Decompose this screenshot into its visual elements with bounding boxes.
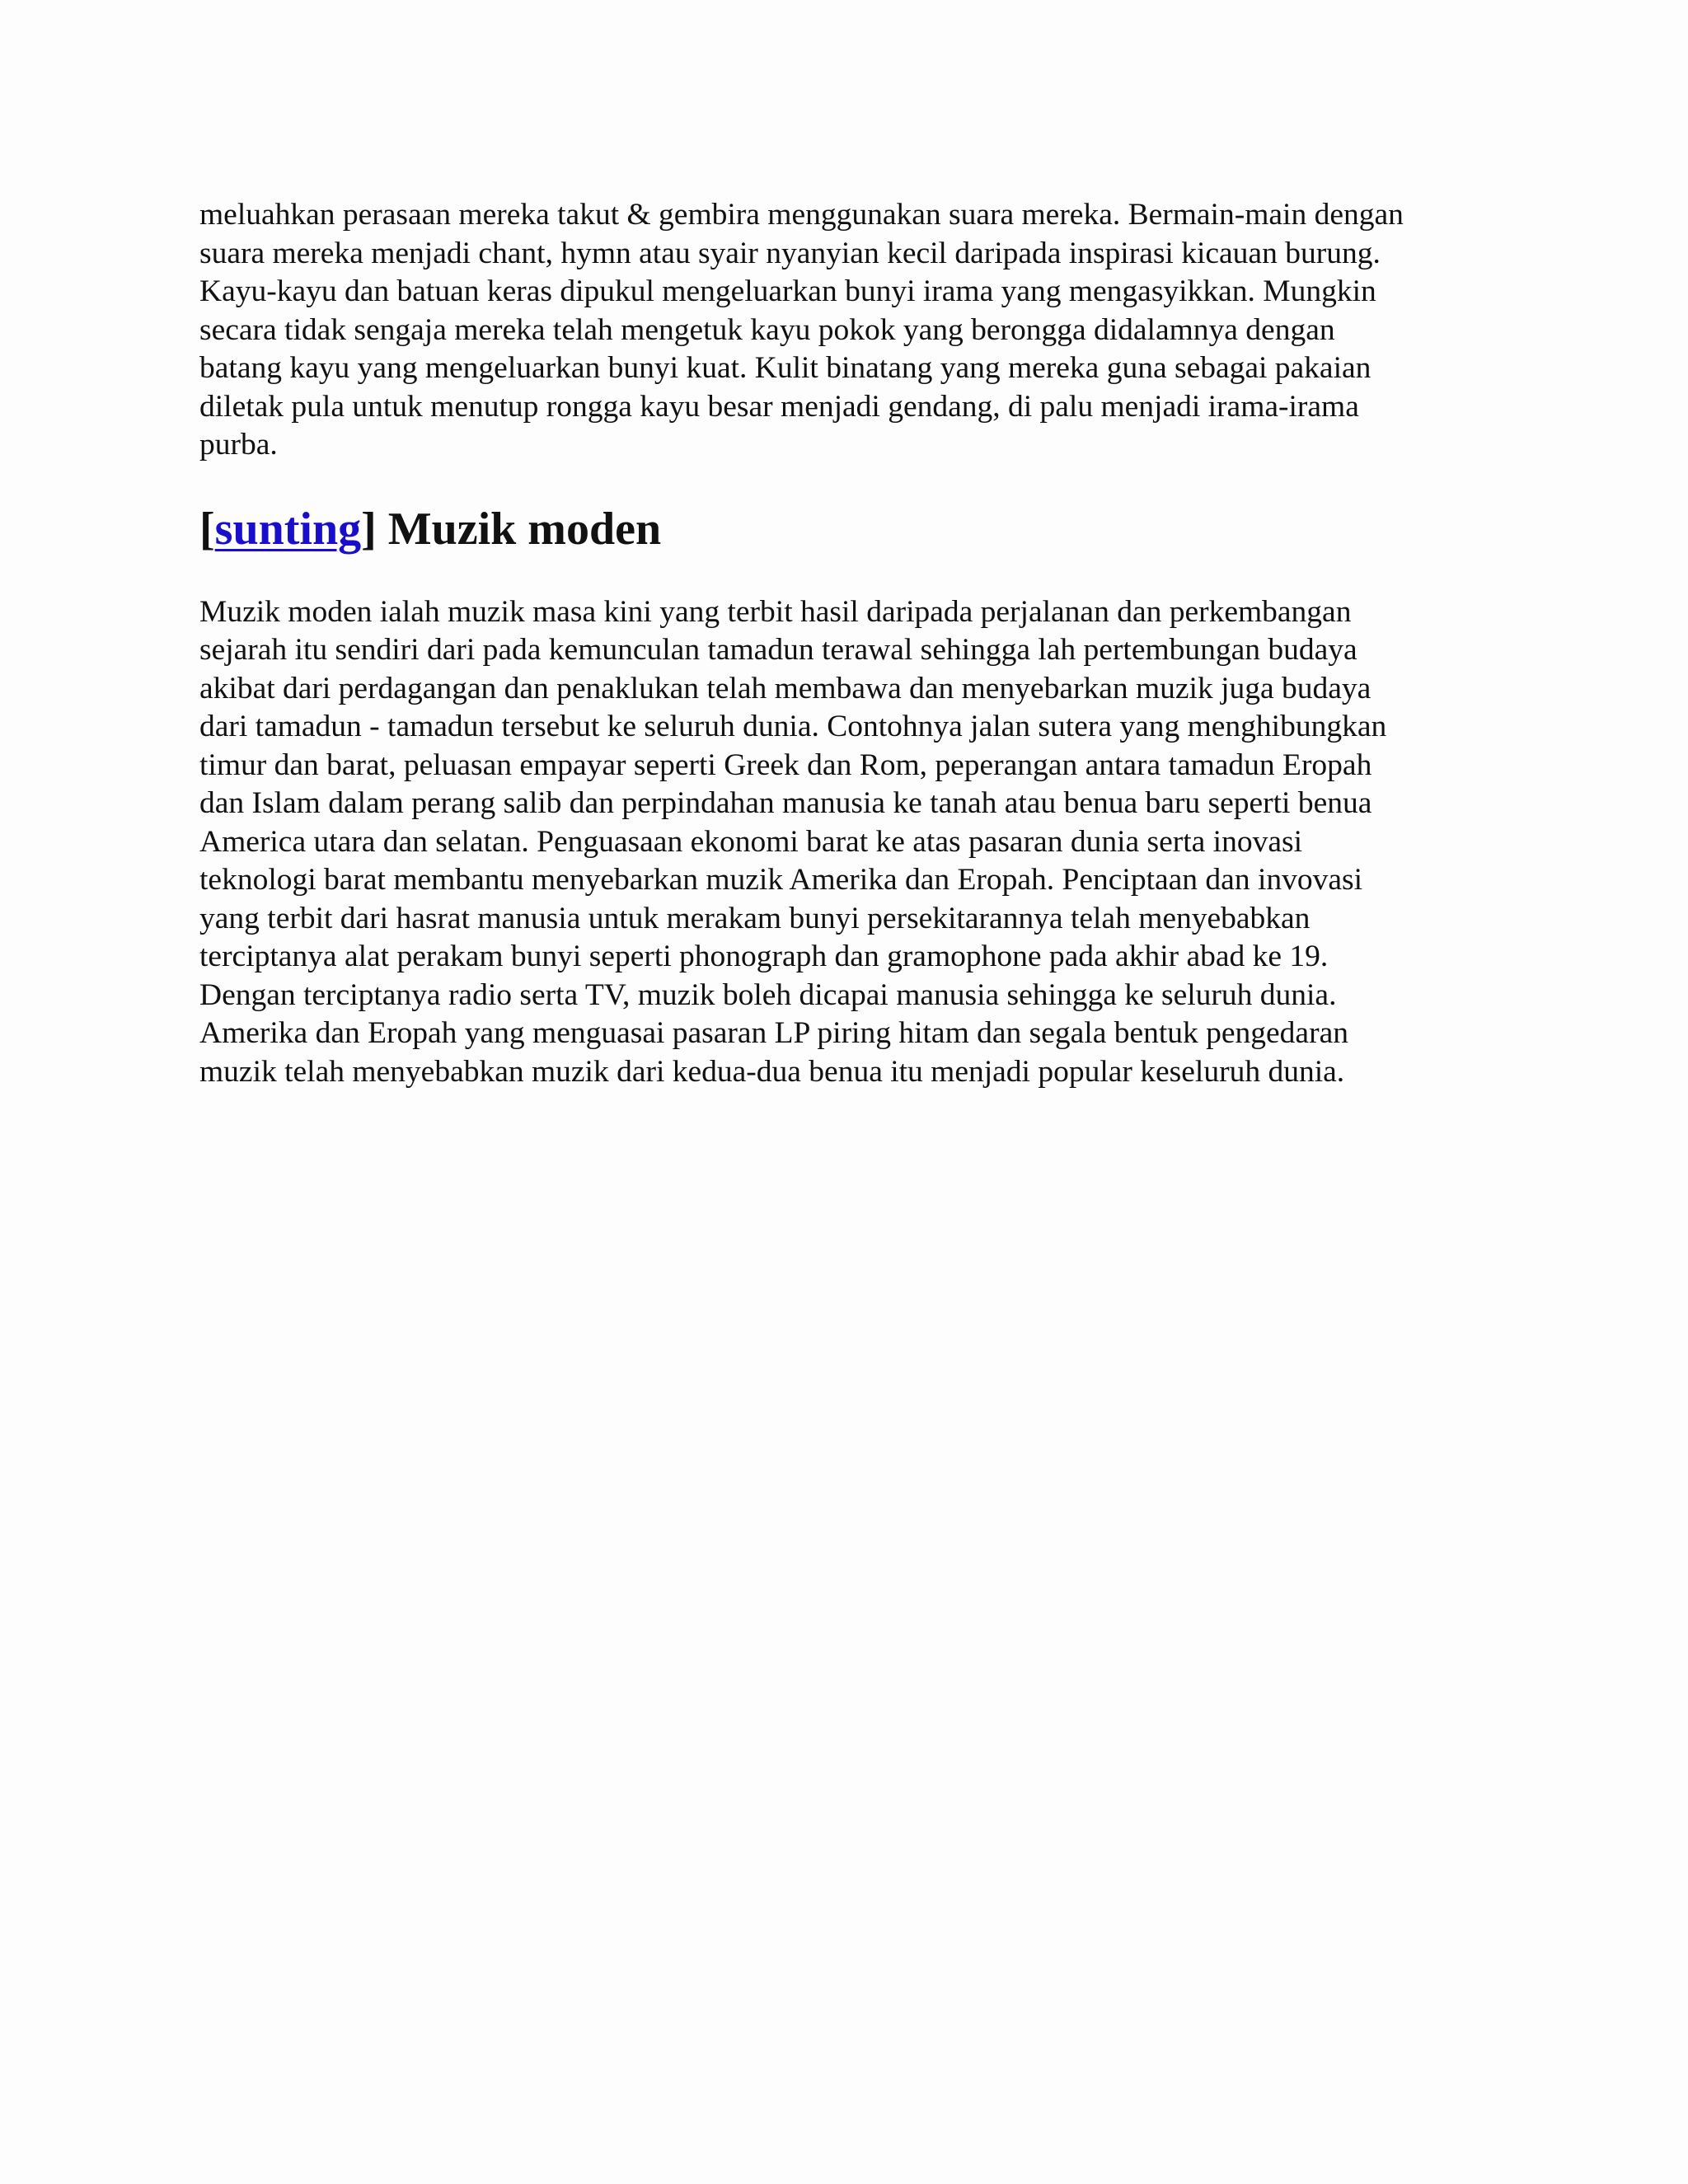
text-line: teknologi barat membantu menyebarkan muzik Amerika dan Eropah. Penciptaan dan invovasi	[199, 863, 1363, 897]
text-line: terciptanya alat perakam bunyi seperti phonograph dan gramophone pada akhir abad ke 19.	[199, 940, 1329, 973]
document-page	[199, 196, 1518, 1091]
section-title: Muzik moden	[376, 503, 662, 555]
text-line: Dengan terciptanya radio serta TV, muzik boleh dicapai manusia sehingga ke seluruh dunia.	[199, 977, 1337, 1012]
text-line: suara mereka menjadi chant, hymn atau syair nyanyian kecil daripada inspirasi kicauan burung.	[199, 236, 1381, 270]
text-line: sejarah itu sendiri dari pada kemunculan tamadun terawal sehingga lah pertembungan budaya	[199, 633, 1357, 667]
text-line: dan Islam dalam perang salib dan perpindahan manusia ke tanah atau benua baru seperti benua	[199, 786, 1372, 820]
text-line: batang kayu yang mengeluarkan bunyi kuat. Kulit binatang yang mereka guna sebagai pakaian	[199, 351, 1372, 385]
text-line: secara tidak sengaja mereka telah mengetuk kayu pokok yang berongga didalamnya dengan	[199, 312, 1335, 347]
text-line: America utara dan selatan. Penguasaan ekonomi barat ke atas pasaran dunia serta inovasi	[199, 824, 1303, 859]
bracket-close: ]	[361, 503, 377, 555]
bracket-open: [	[199, 503, 215, 555]
text-line: Muzik moden ialah muzik masa kini yang terbit hasil daripada perjalanan dan perkembangan	[199, 594, 1352, 629]
text-line: meluahkan perasaan mereka takut & gembira menggunakan suara mereka. Bermain-main dengan	[199, 198, 1404, 232]
text-line: muzik telah menyebabkan muzik dari kedua-dua benua itu menjadi popular keseluruh dunia.	[199, 1054, 1345, 1089]
text-line: Amerika dan Eropah yang menguasai pasaran LP piring hitam dan segala bentuk pengedaran	[199, 1016, 1348, 1050]
section-heading	[199, 498, 1518, 560]
text-line: purba.	[199, 428, 278, 462]
text-line: timur dan barat, peluasan empayar seperti Greek dan Rom, peperangan antara tamadun Eropah	[199, 748, 1372, 782]
text-line: diletak pula untuk menutup rongga kayu besar menjadi gendang, di palu menjadi irama-irama	[199, 389, 1359, 424]
edit-section-link[interactable]: sunting	[214, 503, 362, 555]
muzik-moden-paragraph	[199, 593, 1518, 1092]
text-line: akibat dari perdagangan dan penaklukan telah membawa dan menyebarkan muzik juga budaya	[199, 671, 1372, 705]
text-line: yang terbit dari hasrat manusia untuk merakam bunyi persekitarannya telah menyebabkan	[199, 901, 1311, 935]
intro-paragraph	[199, 196, 1518, 465]
text-line: dari tamadun - tamadun tersebut ke seluruh dunia. Contohnya jalan sutera yang menghibungkan	[199, 710, 1387, 743]
text-line: Kayu-kayu dan batuan keras dipukul mengeluarkan bunyi irama yang mengasyikkan. Mungkin	[199, 274, 1376, 308]
